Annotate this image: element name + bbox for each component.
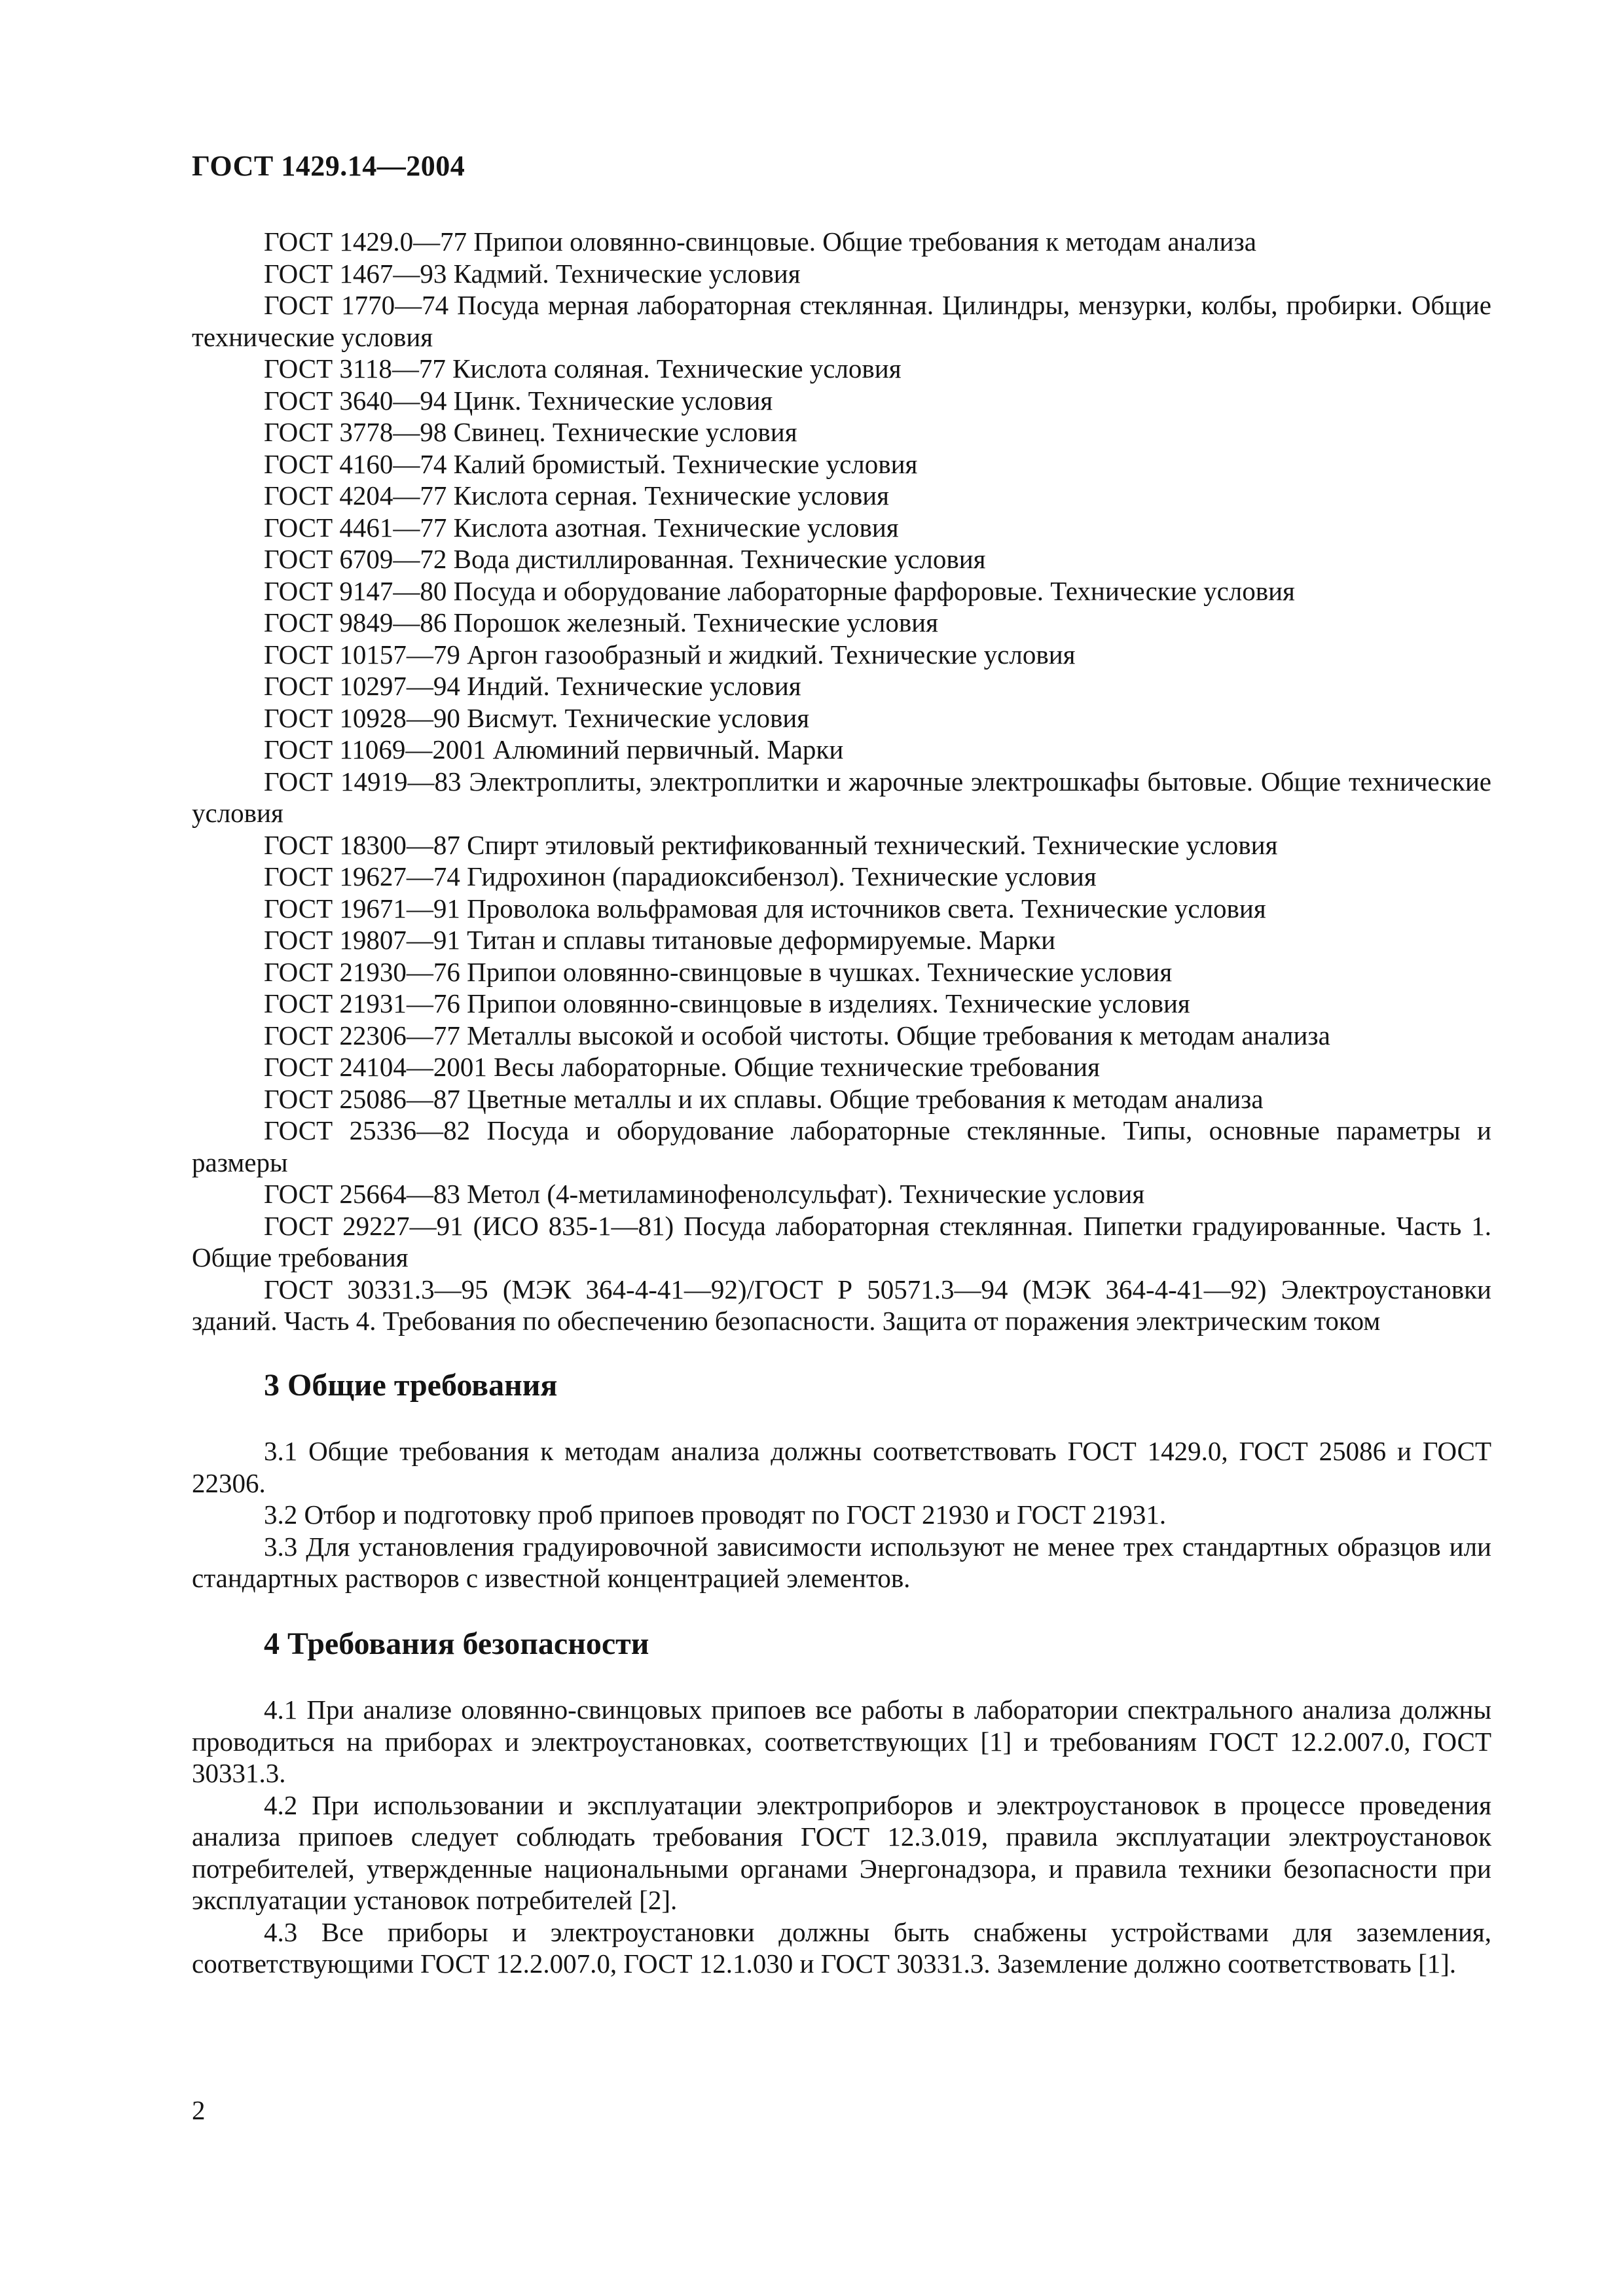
reference-item: ГОСТ 19671—91 Проволока вольфрамовая для источников света. Технические условия	[264, 893, 1266, 924]
paragraph-4-3: 4.3 Все приборы и электроустановки должны быть снабжены устройствами для заземления, соответствующими ГОСТ 12.2.007.0, ГОСТ 12.1.030 и ГОСТ 30331.3. Заземление должно соответствовать [1].	[192, 1916, 1491, 1979]
reference-item: ГОСТ 9849—86 Порошок железный. Технические условия	[264, 607, 938, 637]
paragraph-3-1: 3.1 Общие требования к методам анализа должны соответствовать ГОСТ 1429.0, ГОСТ 25086 и ГОСТ 22306.	[192, 1436, 1491, 1498]
reference-item: ГОСТ 25336—82 Посуда и оборудование лабораторные стеклянные. Типы, основные параметры и размеры	[192, 1115, 1491, 1177]
reference-item: ГОСТ 3640—94 Цинк. Технические условия	[264, 385, 773, 416]
reference-item: ГОСТ 11069—2001 Алюминий первичный. Марки	[264, 734, 844, 764]
reference-item: ГОСТ 10297—94 Индий. Технические условия	[264, 671, 801, 701]
paragraph-4-1: 4.1 При анализе оловянно-свинцовых припоев все работы в лаборатории спектрального анализа должны проводиться на приборах и электроустановках, соответствующих [1] и требованиям ГОСТ 12.2.007.0, ГОСТ 30331.3.	[192, 1695, 1491, 1788]
reference-item: ГОСТ 14919—83 Электроплиты, электроплитки и жарочные электрошкафы бытовые. Общие технические условия	[192, 766, 1491, 828]
reference-item: ГОСТ 4461—77 Кислота азотная. Технические условия	[264, 512, 899, 543]
page-number: 2	[192, 2095, 206, 2125]
reference-item: ГОСТ 1467—93 Кадмий. Технические условия	[264, 258, 801, 289]
reference-item: ГОСТ 1429.0—77 Припои оловянно-свинцовые. Общие требования к методам анализа	[264, 226, 1256, 257]
reference-item: ГОСТ 9147—80 Посуда и оборудование лабораторные фарфоровые. Технические условия	[264, 575, 1295, 606]
reference-item: ГОСТ 4204—77 Кислота серная. Технические условия	[264, 480, 890, 511]
section-4-heading: 4 Требования безопасности	[264, 1626, 649, 1661]
reference-item: ГОСТ 24104—2001 Весы лабораторные. Общие технические требования	[264, 1052, 1100, 1082]
paragraph-3-3: 3.3 Для установления градуировочной зависимости используют не менее трех стандартных образцов или стандартных растворов с известной концентрацией элементов.	[192, 1531, 1491, 1593]
reference-item: ГОСТ 3118—77 Кислота соляная. Технические условия	[264, 353, 902, 384]
normative-references-list	[192, 226, 1491, 1337]
reference-item: ГОСТ 19807—91 Титан и сплавы титановые деформируемые. Марки	[264, 925, 1056, 955]
reference-item: ГОСТ 19627—74 Гидрохинон (парадиоксибензол). Технические условия	[264, 861, 1097, 891]
document-header: ГОСТ 1429.14—2004	[192, 150, 465, 182]
reference-item: ГОСТ 21931—76 Припои оловянно-свинцовые в изделиях. Технические условия	[264, 988, 1190, 1018]
reference-item: ГОСТ 25664—83 Метол (4-метиламинофенолсульфат). Технические условия	[264, 1179, 1145, 1209]
reference-item: ГОСТ 10157—79 Аргон газообразный и жидкий. Технические условия	[264, 639, 1076, 670]
reference-item: ГОСТ 1770—74 Посуда мерная лабораторная стеклянная. Цилиндры, мензурки, колбы, пробирки. Общие технические условия	[192, 290, 1491, 352]
reference-item: ГОСТ 21930—76 Припои оловянно-свинцовые в чушках. Технические условия	[264, 956, 1173, 987]
document-body	[192, 226, 1491, 1980]
reference-item: ГОСТ 18300—87 Спирт этиловый ректификованный технический. Технические условия	[264, 829, 1278, 860]
reference-item: ГОСТ 10928—90 Висмут. Технические условия	[264, 702, 810, 733]
reference-item: ГОСТ 6709—72 Вода дистиллированная. Технические условия	[264, 544, 986, 574]
reference-item: ГОСТ 29227—91 (ИСО 835-1—81) Посуда лабораторная стеклянная. Пипетки градуированные. Часть 1. Общие требования	[192, 1210, 1491, 1272]
reference-item: ГОСТ 3778—98 Свинец. Технические условия	[264, 417, 797, 447]
paragraph-4-2: 4.2 При использовании и эксплуатации электроприборов и электроустановок в процессе проведения анализа припоев следует соблюдать требования ГОСТ 12.3.019, правила эксплуатации электроустановок потребителей, утвержденные национальными органами Энергонадзора, и правила техники безопасности при эксплуатации установок потребителей [2].	[192, 1789, 1491, 1915]
reference-item: ГОСТ 4160—74 Калий бромистый. Технические условия	[264, 448, 918, 479]
reference-item: ГОСТ 25086—87 Цветные металлы и их сплавы. Общие требования к методам анализа	[264, 1083, 1264, 1114]
section-3-heading: 3 Общие требования	[264, 1367, 558, 1403]
reference-item: ГОСТ 22306—77 Металлы высокой и особой чистоты. Общие требования к методам анализа	[264, 1020, 1330, 1050]
reference-item: ГОСТ 30331.3—95 (МЭК 364-4-41—92)/ГОСТ Р 50571.3—94 (МЭК 364-4-41—92) Электроустановки зданий. Часть 4. Требования по обеспечению безопасности. Защита от поражения электрическим током	[192, 1274, 1491, 1336]
paragraph-3-2: 3.2 Отбор и подготовку проб припоев проводят по ГОСТ 21930 и ГОСТ 21931.	[264, 1499, 1167, 1530]
